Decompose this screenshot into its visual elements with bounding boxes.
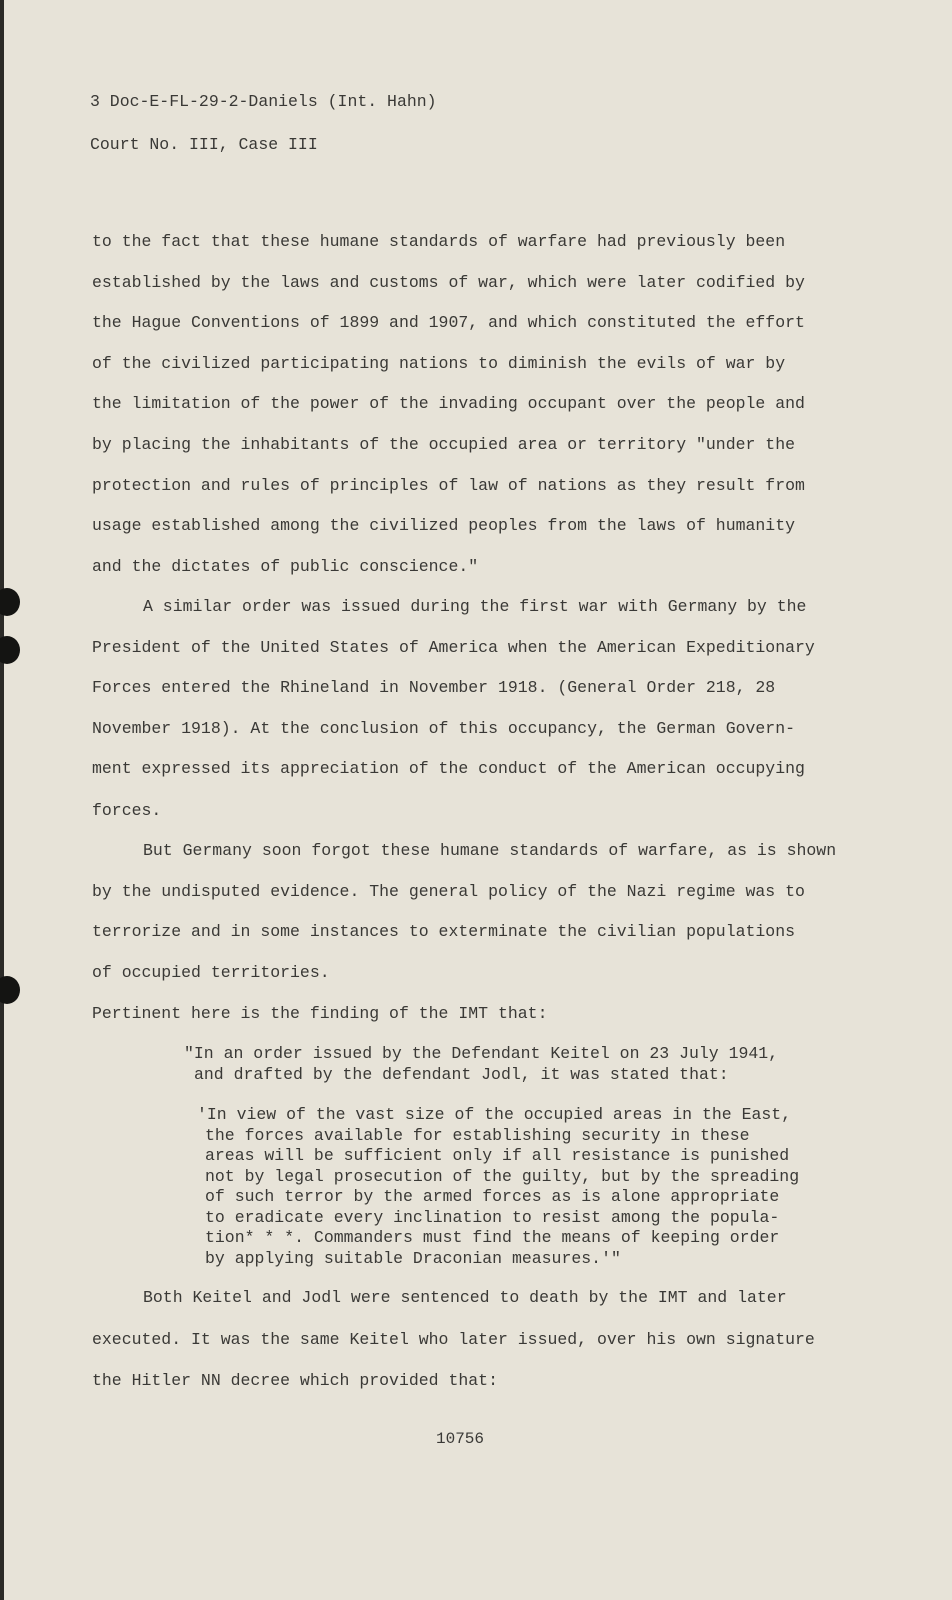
body-text-line: the Hague Conventions of 1899 and 1907, and which constituted the effort bbox=[92, 313, 805, 332]
body-text-line: terrorize and in some instances to exterminate the civilian populations bbox=[92, 922, 796, 941]
body-text-line: to the fact that these humane standards of warfare had previously been bbox=[92, 232, 786, 251]
body-text-line: forces. bbox=[92, 801, 162, 820]
document-id: 3 Doc-E-FL-29-2-Daniels (Int. Hahn) bbox=[90, 92, 437, 111]
quoted-text-line: 'In view of the vast size of the occupied areas in the East, bbox=[197, 1105, 792, 1124]
body-text-line: established by the laws and customs of war, which were later codified by bbox=[92, 273, 805, 292]
quoted-text-line: by applying suitable Draconian measures.'" bbox=[205, 1249, 621, 1268]
page-number: 10756 bbox=[436, 1430, 485, 1448]
court-case: Court No. III, Case III bbox=[90, 135, 318, 154]
body-text-line: A similar order was issued during the first war with Germany by the bbox=[143, 597, 807, 616]
punch-hole bbox=[0, 976, 20, 1004]
quoted-text-line: to eradicate every inclination to resist among the popula- bbox=[205, 1208, 780, 1227]
quoted-text-line: of such terror by the armed forces as is alone appropriate bbox=[205, 1187, 780, 1206]
body-text-line: Forces entered the Rhineland in November 1918. (General Order 218, 28 bbox=[92, 678, 776, 697]
body-text-line: of occupied territories. bbox=[92, 963, 330, 982]
page-edge bbox=[0, 0, 4, 1600]
body-text-line: executed. It was the same Keitel who later issued, over his own signature bbox=[92, 1330, 815, 1349]
body-text-line: the Hitler NN decree which provided that: bbox=[92, 1371, 498, 1390]
quoted-text-line: "In an order issued by the Defendant Keitel on 23 July 1941, bbox=[184, 1044, 779, 1063]
body-text-line: by the undisputed evidence. The general policy of the Nazi regime was to bbox=[92, 882, 805, 901]
body-text-line: protection and rules of principles of law of nations as they result from bbox=[92, 476, 805, 495]
quoted-text-line: areas will be sufficient only if all resistance is punished bbox=[205, 1146, 790, 1165]
body-text-line: President of the United States of America when the American Expeditionary bbox=[92, 638, 815, 657]
body-text-line: November 1918). At the conclusion of this occupancy, the German Govern- bbox=[92, 719, 796, 738]
body-text-line: the limitation of the power of the invading occupant over the people and bbox=[92, 394, 805, 413]
body-text-line: ment expressed its appreciation of the conduct of the American occupying bbox=[92, 759, 805, 778]
quoted-text-line: the forces available for establishing security in these bbox=[205, 1126, 750, 1145]
punch-hole bbox=[0, 588, 20, 616]
body-text-line: by placing the inhabitants of the occupied area or territory "under the bbox=[92, 435, 796, 454]
body-text-line: and the dictates of public conscience." bbox=[92, 557, 479, 576]
body-text-line: But Germany soon forgot these humane standards of warfare, as is shown bbox=[143, 841, 837, 860]
body-text-line: of the civilized participating nations to diminish the evils of war by bbox=[92, 354, 786, 373]
body-text-line: Pertinent here is the finding of the IMT that: bbox=[92, 1004, 548, 1023]
body-text-line: Both Keitel and Jodl were sentenced to death by the IMT and later bbox=[143, 1288, 787, 1307]
quoted-text-line: and drafted by the defendant Jodl, it was stated that: bbox=[194, 1065, 729, 1084]
punch-hole bbox=[0, 636, 20, 664]
body-text-line: usage established among the civilized peoples from the laws of humanity bbox=[92, 516, 796, 535]
quoted-text-line: not by legal prosecution of the guilty, but by the spreading bbox=[205, 1167, 800, 1186]
quoted-text-line: tion* * *. Commanders must find the means of keeping order bbox=[205, 1228, 780, 1247]
